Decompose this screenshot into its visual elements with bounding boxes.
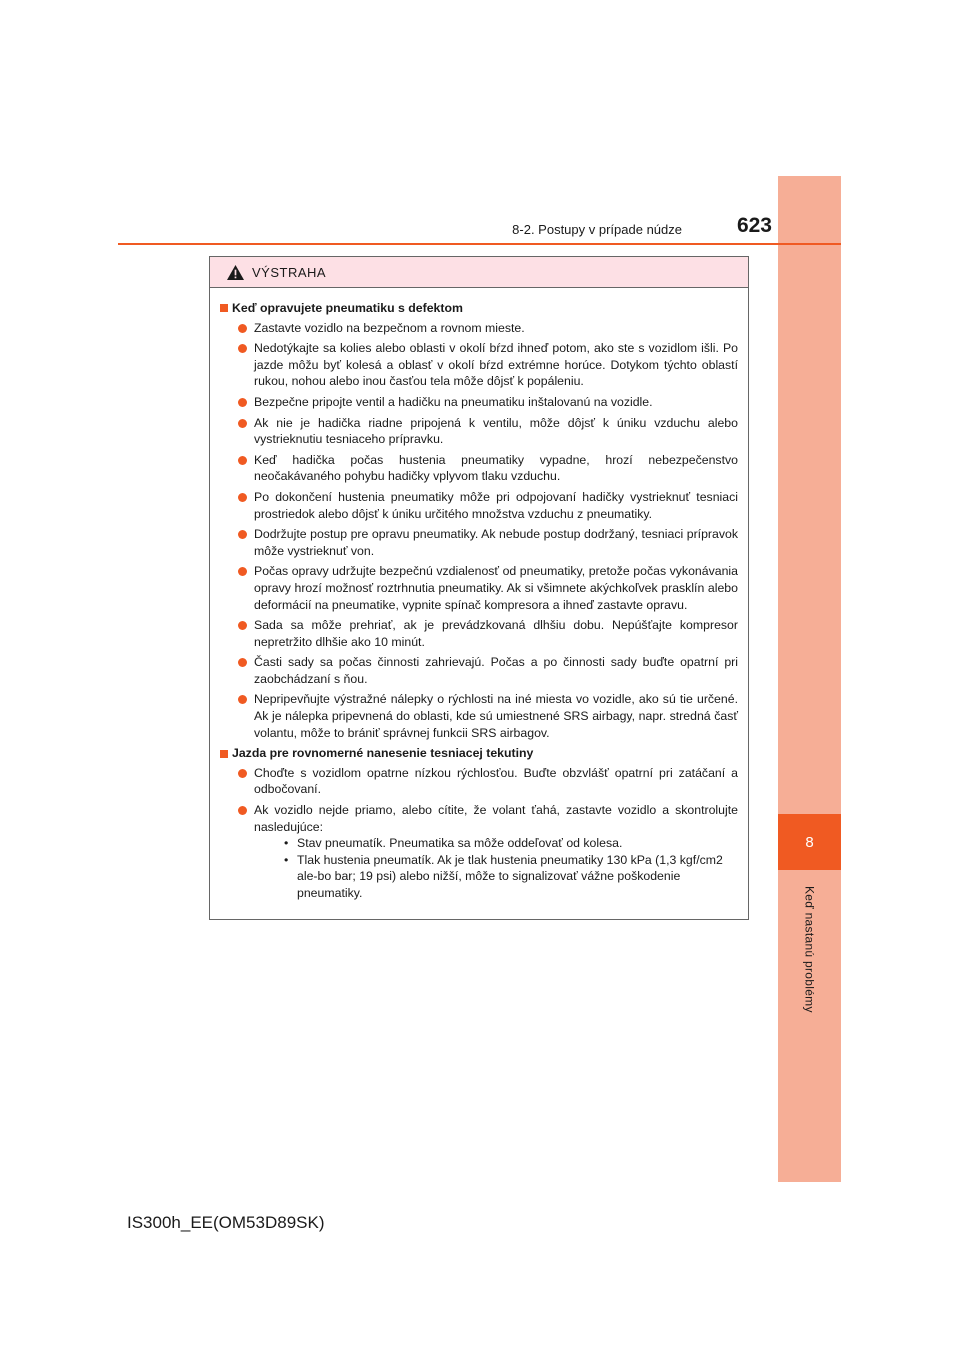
page-number: 623 [736,214,772,237]
list-item-text: Po dokončení hustenia pneumatiky môže pri odpojovaní hadičky vystrieknuť tesniaci prostriedok alebo dôjsť k úniku určitého množstva vzduchu z pneumatiky. [254,489,738,521]
list-item-text: Nedotýkajte sa kolies alebo oblasti v okolí bŕzd ihneď potom, ako ste s vozidlom išli. Po jazde môžu byť kolesá a oblasť v okolí bŕzd extrémne horúce. Dotykom týchto oblastí rukou, nohou alebo inou časťou tela môže dôjsť k popáleniu. [254,341,738,389]
bullet-dot-icon [238,398,247,407]
bullet-dot-icon [238,456,247,465]
list-item [232,394,738,411]
list-item-text: Počas opravy udržujte bezpečnú vzdialenosť od pneumatiky, pretože počas vykonávania opravy hrozí možnosť roztrhnutia pneumatiky. Ak si všimnete akýchkoľvek prasklín alebo deformácií na pneumatike, vypnite spínač kompresora a ihneď zastavte opravu. [254,564,738,612]
list-item [232,765,738,798]
list-item-text: Časti sady sa počas činnosti zahrievajú. Počas a po činnosti sady buďte opatrní pri zaobchádzaní s ňou. [254,655,738,686]
sub-list-item-text: Tlak hustenia pneumatík. Ak je tlak hustenia pneumatiky 130 kPa (1,3 kgf/cm2 ale-bo bar; 19 psi) alebo nižší, môže to signalizovať vážne poškodenie pneumatiky. [297,852,723,900]
bullet-dot-icon [238,344,247,353]
list-item-text: Sada sa môže prehriať, ak je prevádzkovaná dlhšiu dobu. Nepúšťajte kompresor nepretržito dlhšie ako 10 minút. [254,618,738,649]
bullet-dot-icon [238,769,247,778]
chapter-number: 8 [805,833,814,851]
list-item-text: Choďte s vozidlom opatrne nízkou rýchlosťou. Buďte obzvlášť opatrní pri zatáčaní a odbočovaní. [254,765,738,797]
bullet-dot-icon [238,530,247,539]
bullet-dot-icon [238,419,247,428]
list-item-text: Ak vozidlo nejde priamo, alebo cítite, že volant ťahá, zastavte vozidlo a skontrolujte nasledujúce: [254,803,738,834]
bullet-dot-icon [238,324,247,333]
sub-bullet-icon: • [284,836,289,851]
list-item [232,563,738,613]
bullet-dot-icon [238,658,247,667]
list-item-text: Zastavte vozidlo na bezpečnom a rovnom mieste. [254,320,525,335]
warning-triangle-icon [226,264,245,281]
warning-header [210,257,748,288]
list-item [232,340,738,390]
chapter-title-container [778,886,841,1166]
sub-bullet-icon: • [284,852,289,867]
section-heading [220,745,738,762]
document-code: IS300h_EE(OM53D89SK) [127,1213,325,1232]
bullet-dot-icon [238,806,247,815]
bullet-dot-icon [238,567,247,576]
list-item-text: Ak nie je hadička riadne pripojená k ventilu, môže dôjsť k úniku vzduchu alebo vystrieknutiu tesniaceho prípravku. [254,415,738,447]
list-item [232,415,738,448]
list-item [232,802,738,902]
list-item-text: Bezpečne pripojte ventil a hadičku na pneumatiku inštalovanú na vozidle. [254,394,653,409]
section-heading [220,300,738,317]
list-item-text: Nepripevňujte výstražné nálepky o rýchlosti na iné miesta vo vozidle, ako sú tie určené. Ak je nálepka pripevnená do oblasti, kde sú umiestnené SRS airbagy, napr. stredná časť volantu, môže to brániť správnej funkcii SRS airbagov. [254,692,738,740]
sub-list-item [276,852,738,902]
bullet-dot-icon [238,695,247,704]
list-item [232,691,738,741]
list-item [232,654,738,687]
sub-list-item-text: Stav pneumatík. Pneumatika sa môže oddeľovať od kolesa. [297,836,623,851]
list-item [232,320,738,337]
chapter-number-tab [778,814,841,870]
section-title: 8-2. Postupy v prípade núdze [512,222,682,237]
chapter-title: Keď nastanú problémy [802,886,817,1013]
square-bullet-icon [220,750,228,758]
list-item-text: Dodržujte postup pre opravu pneumatiky. Ak nebude postup dodržaný, tesniaci prípravok môže vystrieknuť von. [254,527,738,558]
section-heading-text: Jazda pre rovnomerné nanesenie tesniacej tekutiny [232,746,534,761]
list-item [232,452,738,485]
header-rule [118,243,841,245]
list-item [232,617,738,650]
warning-box [209,256,749,920]
bullet-dot-icon [238,493,247,502]
sub-list-item [276,835,738,852]
list-item [232,489,738,522]
list-item [232,526,738,559]
section-heading-text: Keď opravujete pneumatiku s defektom [232,301,463,315]
warning-label: VÝSTRAHA [252,264,327,280]
square-bullet-icon [220,304,228,312]
bullet-dot-icon [238,621,247,630]
warning-body [210,288,748,902]
list-item-text: Keď hadička počas hustenia pneumatiky vypadne, hrozí nebezpečenstvo neočakávaného pohybu hadičky vplyvom tlaku vzduchu. [254,452,738,484]
chapter-side-strip [778,176,841,1182]
